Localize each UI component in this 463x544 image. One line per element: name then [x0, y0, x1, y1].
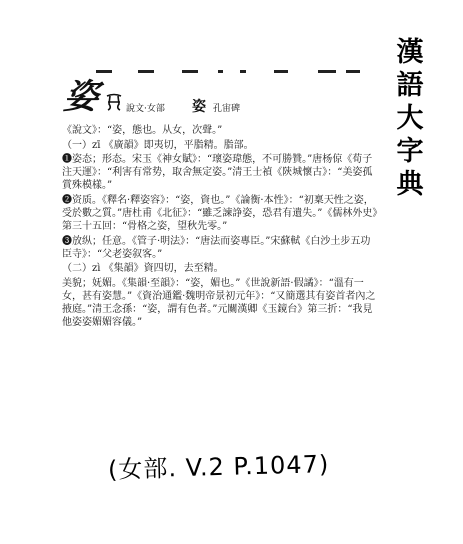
entry-paragraph: 《說文》：“姿，態也。从女，次聲。” [62, 125, 223, 136]
entry-paragraph: （二）zì 《集韻》資四切，去至精。 [62, 263, 224, 275]
entry-paragraph: ❸放纵；任意。《管子·明法》：“唐法而姿專臣。”宋蘇軾《白沙土步五功臣寺》：“父老姿叙客。” [62, 235, 371, 260]
headword: 姿 [61, 77, 101, 117]
dash-mark [138, 70, 154, 73]
dash-mark [240, 70, 246, 73]
title-char: 漢 [396, 37, 424, 68]
seal-script-glyph-icon [104, 92, 124, 112]
entry-paragraph: ❶姿态；形态。宋玉《神女賦》：“瓌姿瑋態，不可勝贊。”唐杨倞《荀子注天運》：“利害有常势，取舍無定姿。”清王士禎《陝城懷古》：“美姿孤賞殊模樣。” [62, 154, 373, 192]
source-note-left: 說文·女部 [126, 104, 165, 114]
source-note-right: 孔宙碑 [213, 104, 241, 114]
entry-paragraph: 美貌；妩媚。《集韻·至韻》：“姿，媚也。”《世說新語·假譎》：“溫有一女，甚有姿慧。”《資治通鑑·魏明帝景初元年》：“又簡選其有姿首者內之掖庭。”清王念孫：“姿，謂有色者。”元關漢卿《玉鏡台》第三折：“我見他姿姿媚媚容儀。” [62, 278, 376, 329]
handwritten-reference: (女部. V.2 P.1047) [107, 450, 330, 484]
dash-mark [182, 70, 198, 73]
title-char: 典 [396, 169, 424, 200]
dictionary-title [390, 36, 430, 201]
header-dashes [96, 70, 366, 74]
entry-paragraph: ❷资质。《釋名·釋姿容》：“姿，資也。”《論衡·本性》：“初稟天性之姿，受於數之質。”唐杜甫《北征》：“雖乏諫諍姿，恐君有遺失。”《儒林外史》第三十五回：“骨格之姿，望秋先零。” [62, 194, 378, 233]
dash-mark [218, 70, 223, 73]
entry-paragraph: （一）zī 《廣韻》即夷切，平脂精。脂部。 [62, 139, 254, 151]
title-char: 大 [396, 103, 424, 134]
dash-mark [318, 70, 336, 73]
variant-glyph: 姿 [192, 99, 206, 115]
title-char: 字 [396, 136, 424, 167]
dash-mark [274, 70, 288, 73]
dash-mark [346, 70, 360, 73]
entry-body [62, 124, 380, 331]
title-char: 語 [396, 70, 424, 101]
dash-mark [96, 70, 112, 73]
